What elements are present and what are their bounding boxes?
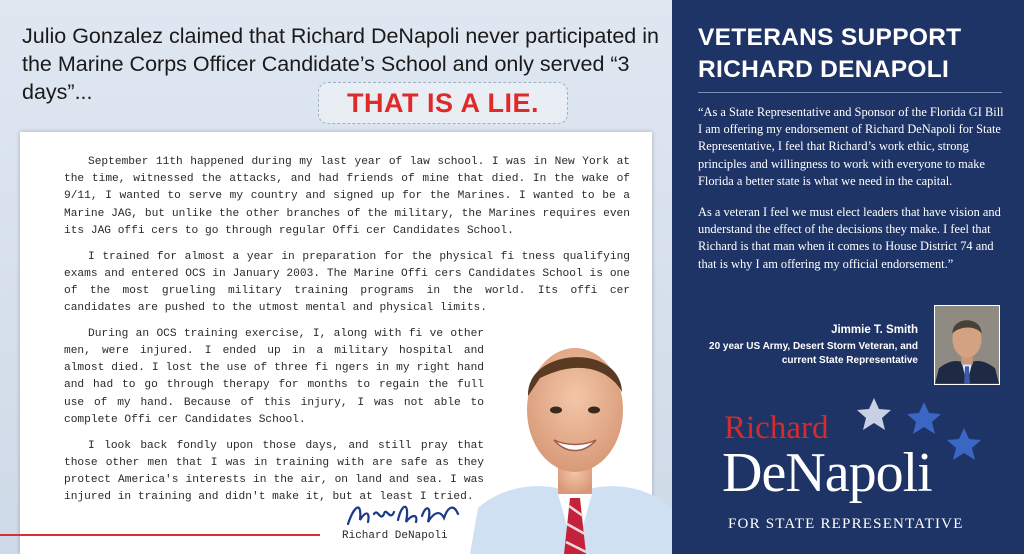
letter-paragraph: I look back fondly upon those days, and still pray that those other men that I was in training with are safe as they protect America's interests in the air, on land and sea. I was injured in training and didn't make it, but at least I tried. xyxy=(64,439,484,504)
headline: Julio Gonzalez claimed that Richard DeNapoli never participated in the Marine Corps Officer Candidate’s School and only served “3 days”... xyxy=(22,24,659,104)
endorser-description: 20 year US Army, Desert Storm Veteran, and current State Representative xyxy=(709,341,918,366)
callout-text: THAT IS A LIE. xyxy=(347,87,539,118)
star-icon xyxy=(907,402,941,434)
signature-image xyxy=(340,492,470,532)
quote-paragraph: “As a State Representative and Sponsor of the Florida GI Bill I am offering my endorsement of Richard DeNapoli for State Representative, I feel that Richard’s work ethic, strong principles and willingness to work with everyone to make Florida a better state is what we need in the capital. xyxy=(698,105,1004,188)
letter-paragraph: September 11th happened during my last year of law school. I was in New York at the time, witnessed the attacks, and had friends of mine that died. In the wake of 9/11, I wanted to serve my country and signed up for the Marines. I wanted to be a Marine JAG, but unlike the other branches of the military, the Marines requires even its JAG offi cers to go through regular Offi cer Candidates School. xyxy=(64,156,630,237)
logo-last-name: DeNapoli xyxy=(722,442,932,504)
logo-tagline: FOR STATE REPRESENTATIVE xyxy=(728,516,964,532)
callout-box xyxy=(318,82,568,124)
candidate-photo xyxy=(470,318,680,554)
endorser-name: Jimmie T. Smith xyxy=(831,324,918,336)
accent-line xyxy=(0,534,320,536)
letter-paragraph: During an OCS training exercise, I, along with fi ve other men, were injured. I ended up in a military hospital and almost died. I lost the use of three fi ngers in my right hand and had to go through therapy for months to regain the full use of my hand. Because of this injury, I was not able to complete Offi cer Candidates School. xyxy=(64,327,484,426)
letter-paragraph: I trained for almost a year in preparation for the physical fi tness qualifying exams and entered OCS in January 2003. The Marine Offi cers Candidates School is one of the most grueling military training programs in the world. Its offi cer candidates are pushed to the utmost mental and physical limits. xyxy=(64,250,630,315)
endorser-photo xyxy=(934,305,1000,385)
divider xyxy=(698,92,1002,93)
star-icon xyxy=(947,428,981,460)
star-icon xyxy=(857,398,891,430)
endorser-block xyxy=(692,324,918,367)
quote-paragraph: As a veteran I feel we must elect leaders that have vision and understand the effect of the decisions they make. I feel that Richard is that man when it comes to House District 74 and that is why I am offering my official endorsement.” xyxy=(698,205,1001,271)
endorsement-title: VETERANS SUPPORT RICHARD DENAPOLI xyxy=(698,24,962,83)
logo-first-name: Richard xyxy=(724,410,829,446)
right-panel xyxy=(672,0,1024,554)
signer-name: Richard DeNapoli xyxy=(342,530,448,542)
endorsement-quote xyxy=(698,104,1004,287)
